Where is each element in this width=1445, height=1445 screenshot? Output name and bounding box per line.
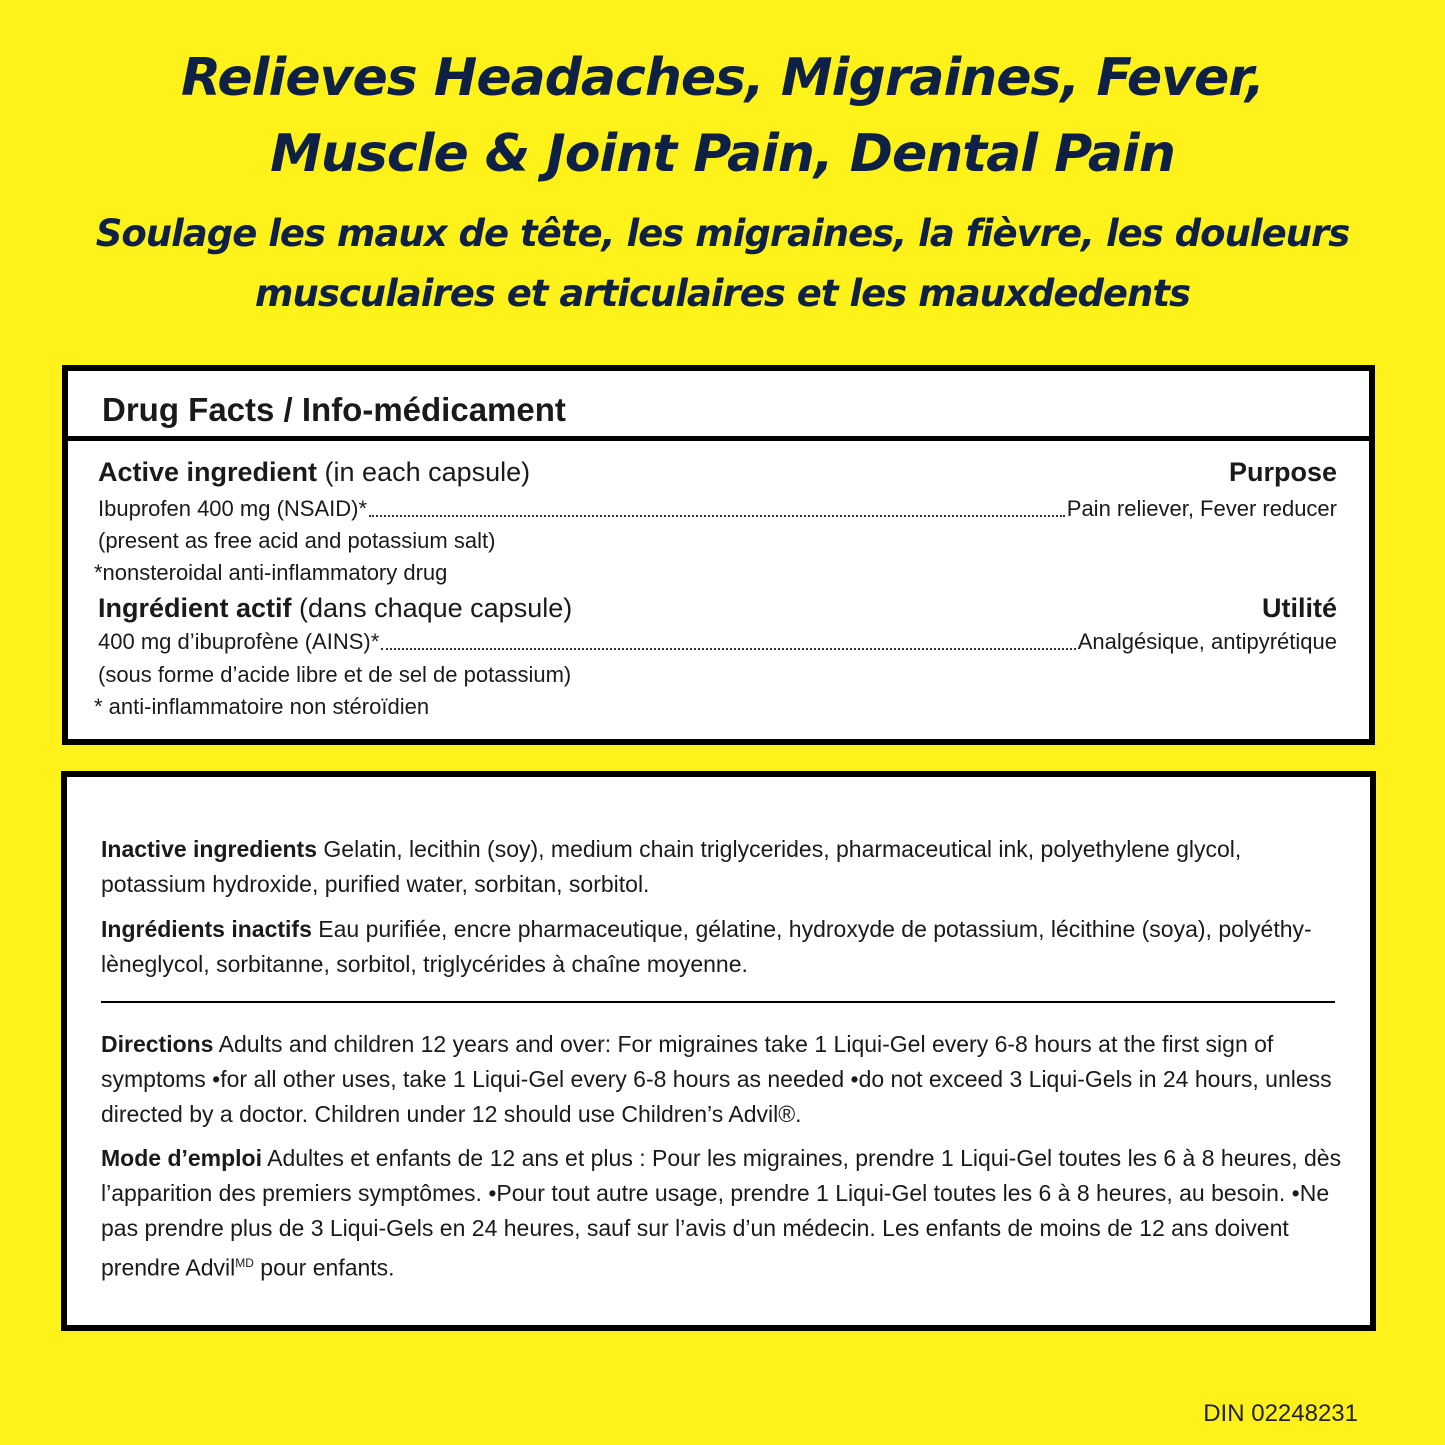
- drug-facts-title: Drug Facts / Info-médicament: [102, 391, 566, 428]
- ingredients-directions-panel: [61, 771, 1376, 1331]
- active-ingredient-heading-fr: [98, 593, 1337, 624]
- ingredient-actif-label: Ingrédient actif: [98, 593, 292, 623]
- dot-leader: [381, 648, 1075, 650]
- active-ingredient-heading-en: [98, 457, 1337, 488]
- headline-fr-line2: musculaires et articulaires et les mauxdedents: [254, 272, 1191, 315]
- directions-fr: [101, 1141, 1351, 1286]
- ingredient-row-en: [98, 496, 1337, 522]
- directions-label: Directions: [101, 1031, 214, 1057]
- inactive-ingredients-label: Inactive ingredients: [101, 836, 318, 862]
- directions-en: [101, 1027, 1351, 1132]
- ingredient-row-fr: [98, 629, 1337, 655]
- footnote-en: *nonsteroidal anti-inflammatory drug: [94, 560, 448, 585]
- active-ingredient-label: Active ingredient: [98, 457, 318, 487]
- form-note-en: (present as free acid and potassium salt): [98, 528, 496, 553]
- drug-facts-divider: [68, 436, 1369, 441]
- active-ingredient-note: (in each capsule): [317, 457, 531, 487]
- inactive-ingredients-text: Gelatin, lecithin (soy), medium chain triglycerides, pharmaceutical ink, polyethylene glycol, potassium hydroxide, purified water, sorbitan, sorbitol.: [101, 836, 1242, 897]
- ingredient-actif-note: (dans chaque capsule): [291, 593, 573, 623]
- headline-fr-line1: Soulage les maux de tête, les migraines, la fièvre, les douleurs: [95, 212, 1350, 255]
- din-number: DIN 02248231: [1203, 1400, 1358, 1427]
- headline-en-line1: Relieves Headaches, Migraines, Fever,: [180, 48, 1265, 108]
- utilite-label: Utilité: [1261, 593, 1337, 623]
- inactive-ingredients-en: [101, 832, 1351, 902]
- ingredients-inactifs-label: Ingrédients inactifs: [101, 916, 312, 942]
- purpose-en: Pain reliever, Fever reducer: [1066, 496, 1337, 521]
- mode-emploi-tail: pour enfants.: [253, 1254, 395, 1281]
- footnote-fr: * anti-inflammatoire non stéroïdien: [94, 694, 430, 719]
- mode-emploi-label: Mode d’emploi: [101, 1145, 262, 1171]
- dot-leader: [369, 515, 1065, 517]
- form-note-fr: (sous forme d’acide libre et de sel de potassium): [98, 662, 572, 687]
- ingredients-inactifs-text: Eau purifiée, encre pharmaceutique, gélatine, hydroxyde de potassium, lécithine (soya), polyéthy-lèneglycol, sorbitanne, sorbitol, triglycérides à chaîne moyenne.: [101, 916, 1312, 977]
- purpose-fr: Analgésique, antipyrétique: [1077, 629, 1337, 654]
- md-superscript: MD: [235, 1256, 254, 1270]
- drug-facts-panel: [62, 365, 1375, 745]
- inactive-ingredients-fr: [101, 912, 1351, 982]
- ingredient-en: Ibuprofen 400 mg (NSAID)*: [98, 496, 368, 521]
- section-divider: [101, 1001, 1335, 1003]
- mode-emploi-text: Adultes et enfants de 12 ans et plus : Pour les migraines, prendre 1 Liqui-Gel toutes les 6 à 8 heures, dès l’apparition des premiers symptômes. •Pour tout autre usage, prendre 1 Liqui-Gel toutes les 6 à 8 heures, au besoin. •Ne pas prendre plus de 3 Liqui-Gels en 24 heures, sauf sur l’avis d’un médecin. Les enfants de moins de 12 ans doivent prendre Advil: [101, 1145, 1342, 1281]
- purpose-label: Purpose: [1228, 457, 1337, 487]
- directions-text: Adults and children 12 years and over: For migraines take 1 Liqui-Gel every 6-8 hours at the first sign of symptoms •for all other uses, take 1 Liqui-Gel every 6-8 hours as needed •do not exceed 3 Liqui-Gels in 24 hours, unless directed by a doctor. Children under 12 should use Children’s Advil®.: [101, 1031, 1332, 1127]
- ingredient-fr: 400 mg d’ibuprofène (AINS)*: [98, 629, 380, 654]
- headline-en-line2: Muscle & Joint Pain, Dental Pain: [270, 124, 1175, 184]
